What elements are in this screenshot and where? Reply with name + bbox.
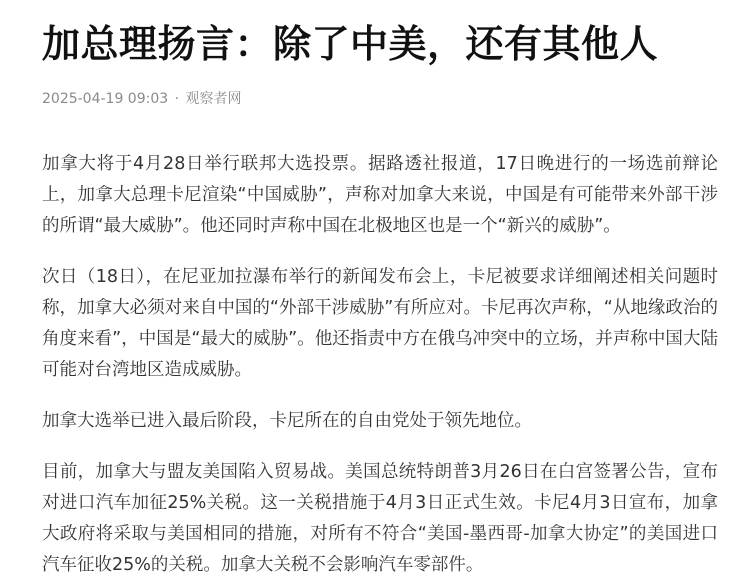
paragraph: 加拿大将于4月28日举行联邦大选投票。据路透社报道，17日晚进行的一场选前辩论上，加拿大总理卡尼渲染“中国威胁”，声称对加拿大来说，中国是有可能带来外部干涉的所谓“最大威胁”。他还同时声称中国在北极地区也是一个“新兴的威胁”。 — [42, 154, 718, 236]
paragraph: 目前，加拿大与盟友美国陷入贸易战。美国总统特朗普3月26日在白宫签署公告，宣布对进口汽车加征25%关税。这一关税措施于4月3日正式生效。卡尼4月3日宣布，加拿大政府将采取与美国相同的措施，对所有不符合“美国-墨西哥-加拿大协定”的美国进口汽车征收25%的关税。加拿大关税不会影响汽车零部件。 — [42, 462, 718, 575]
article-meta — [42, 89, 712, 109]
meta-separator: · — [174, 91, 180, 107]
source-name: 观察者网 — [185, 91, 242, 107]
article-title: 加总理扬言：除了中美，还有其他人 — [42, 22, 659, 66]
publish-datetime: 2025-04-19 09:03 — [42, 91, 169, 107]
article-body — [42, 149, 718, 581]
paragraph: 加拿大选举已进入最后阶段，卡尼所在的自由党处于领先地位。 — [42, 411, 532, 431]
paragraph: 次日（18日），在尼亚加拉瀑布举行的新闻发布会上，卡尼被要求详细阐述相关问题时称，加拿大必须对来自中国的“外部干涉威胁”有所应对。卡尼再次声称，“从地缘政治的角度来看”，中国是“最大的威胁”。他还指责中方在俄乌冲突中的立场，并声称中国大陆可能对台湾地区造成威胁。 — [42, 267, 718, 380]
